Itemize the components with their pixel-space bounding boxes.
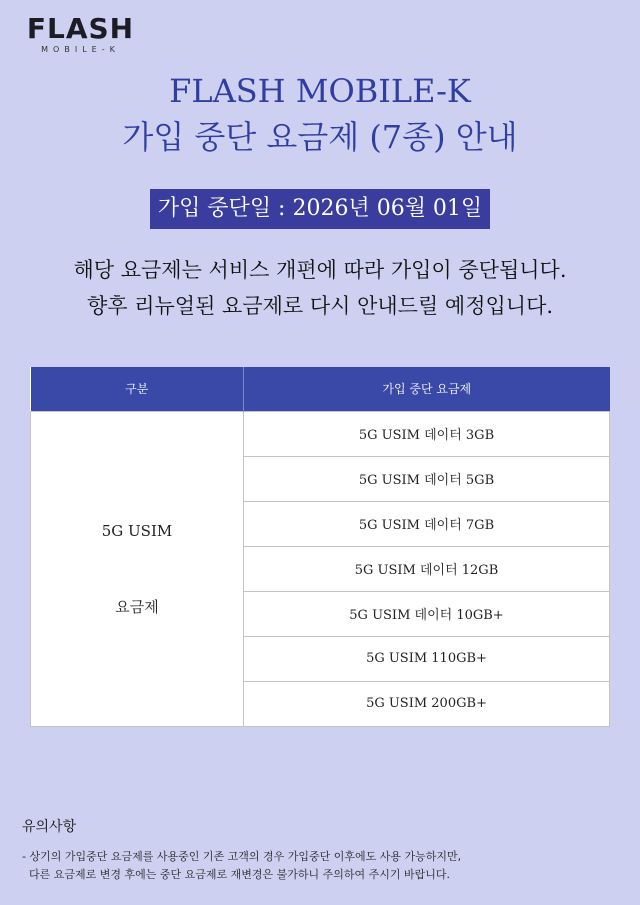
caution-line-1: - 상기의 가입중단 요금제를 사용중인 기존 고객의 경우 가입중단 이후에도 사용 가능하지만, <box>22 850 462 863</box>
table-row <box>31 411 610 456</box>
table-header-row <box>31 367 610 411</box>
caution-section <box>22 816 461 884</box>
plan-cell: 5G USIM 데이터 5GB <box>244 456 610 501</box>
plan-cell: 5G USIM 데이터 3GB <box>244 411 610 456</box>
page-title <box>0 68 640 160</box>
logo-main-text: FLASH <box>26 12 135 45</box>
caution-title: 유의사항 <box>22 819 77 835</box>
logo-sub-text: MOBILE-K <box>41 45 120 54</box>
header-category: 구분 <box>31 367 244 411</box>
plan-cell: 5G USIM 데이터 7GB <box>244 501 610 546</box>
plan-cell: 5G USIM 200GB+ <box>244 681 610 726</box>
plan-cell: 5G USIM 110GB+ <box>244 636 610 681</box>
end-date-badge: 가입 중단일 : 2026년 06월 01일 <box>150 189 490 229</box>
end-date-badge-wrapper <box>0 189 640 229</box>
plan-cell: 5G USIM 데이터 12GB <box>244 546 610 591</box>
category-cell <box>31 411 244 726</box>
flash-mobile-k-logo <box>18 14 143 55</box>
notice-line-1: 해당 요금제는 서비스 개편에 따라 가입이 중단됩니다. <box>73 258 567 282</box>
category-line-2: 요금제 <box>115 597 159 616</box>
discontinued-plans-table <box>30 367 610 727</box>
caution-line-2: 다른 요금제로 변경 후에는 중단 요금제로 재변경은 불가하니 주의하여 주시기 바랍니다. <box>22 868 450 881</box>
title-line-2: 가입 중단 요금제 (7종) 안내 <box>122 118 518 156</box>
header-plans: 가입 중단 요금제 <box>244 367 610 411</box>
plan-cell: 5G USIM 데이터 10GB+ <box>244 591 610 636</box>
title-line-1: FLASH MOBILE-K <box>169 72 471 110</box>
category-line-1: 5G USIM <box>101 521 173 540</box>
notice-line-2: 향후 리뉴얼된 요금제로 다시 안내드릴 예정입니다. <box>86 294 554 318</box>
notice-text <box>0 252 640 324</box>
